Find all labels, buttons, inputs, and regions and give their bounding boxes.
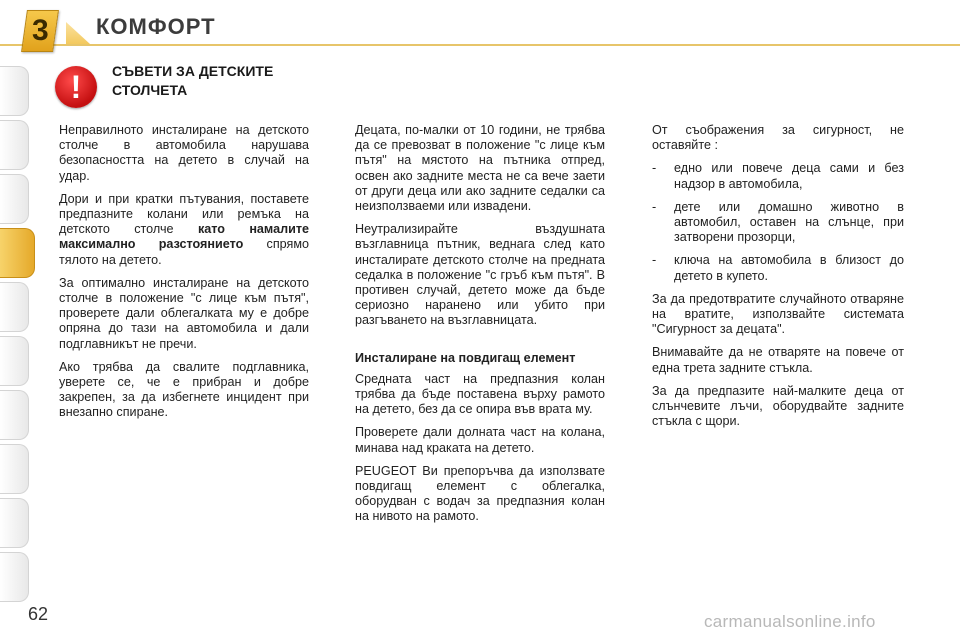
paragraph: Неправилното инсталиране на детското столче в автомобила нарушава безопасността на детето в случай на удар. [59,123,309,183]
section-title [112,62,332,100]
side-tab[interactable] [0,174,29,224]
paragraph: За да предотвратите случайното отваряне на вратите, използвайте системата "Сигурност за децата". [652,291,904,337]
side-tab[interactable] [0,282,29,332]
side-tab[interactable] [0,444,29,494]
list-item: - дете или домашно животно в автомобил, оставен на слънце, при затворени прозорци, [652,200,904,246]
paragraph: Проверете дали долната част на колана, минава над краката на детето. [355,425,605,455]
emphasis: като намалите максимално разстоянието [59,222,310,252]
side-tab[interactable] [0,390,29,440]
text-column-1 [59,123,309,429]
chapter-title: КОМФОРТ [96,14,216,39]
header-divider [0,44,960,46]
side-tab-active[interactable] [0,228,35,278]
subheading: Инсталиране на повдигащ елемент [355,350,576,365]
list-item: - едно или повече деца сами и без надзор в автомобила, [652,161,904,191]
bullet-list [652,161,904,283]
paragraph: PEUGEOT Ви препоръчва да използвате повдигащ елемент с облегалка, оборудван с водач за предпазния колан на нивото на рамото. [355,463,605,524]
side-tab[interactable] [0,336,29,386]
list-item: - ключа на автомобила в близост до детето в купето. [652,253,904,283]
paragraph: От съображения за сигурност, не оставяйте : [652,123,904,153]
side-tab[interactable] [0,498,29,548]
section-title-line1: СЪВЕТИ ЗА ДЕТСКИТЕ [112,63,274,79]
chapter-badge [21,10,59,52]
side-tab[interactable] [0,120,29,170]
page-number: 62 [28,604,49,624]
section-title-line2: СТОЛЧЕТА [112,82,188,98]
watermark: carmanualsonline.info [704,612,876,631]
side-tab[interactable] [0,552,29,602]
side-tab-strip [0,66,30,606]
paragraph: Децата, по-малки от 10 години, не трябва да се превозват в положение "с лице към пътя" на мястото на пътника отпред, освен ако задните места не са вече заети от други деца или ако задните седалки са неизползваеми или извадени. [355,123,605,214]
paragraph: Дори и при кратки пътувания, поставете предпазните колани или ремъка на детското столче като намалите максимално разстоянието спрямо тялото на детето. [59,191,310,267]
warning-icon: ! [55,66,97,108]
paragraph: За оптимално инсталиране на детското столче в положение "с лице към пътя", проверете дали облегалката му е добре опряна до тази на автомобила и дали подглавникът не пречи. [59,275,309,351]
text-column-2 [355,123,605,533]
text-column-3 [652,123,904,437]
paragraph: Средната част на предпазния колан трябва да бъде поставена върху рамото на детето, без да се опира във врата му. [355,371,605,417]
paragraph: За да предпазите най-малките деца от слънчевите лъчи, оборудвайте задните стъкла с щори. [652,383,904,429]
paragraph: Ако трябва да свалите подглавника, уверете се, че е прибран и добре закрепен, за да избегнете инцидент при внезапно спиране. [59,359,309,420]
paragraph: Внимавайте да не отваряте на повече от една трета задните стъкла. [652,345,904,375]
paragraph: Неутрализирайте въздушната възглавница пътник, веднага след като инсталирате детското столче на предната седалка в положение "с гръб към пътя". В противен случай, детето може да бъде сериозно наранено или убито при разгъването на възглавницата. [355,222,605,328]
side-tab[interactable] [0,66,29,116]
chapter-number: 3 [31,14,49,47]
